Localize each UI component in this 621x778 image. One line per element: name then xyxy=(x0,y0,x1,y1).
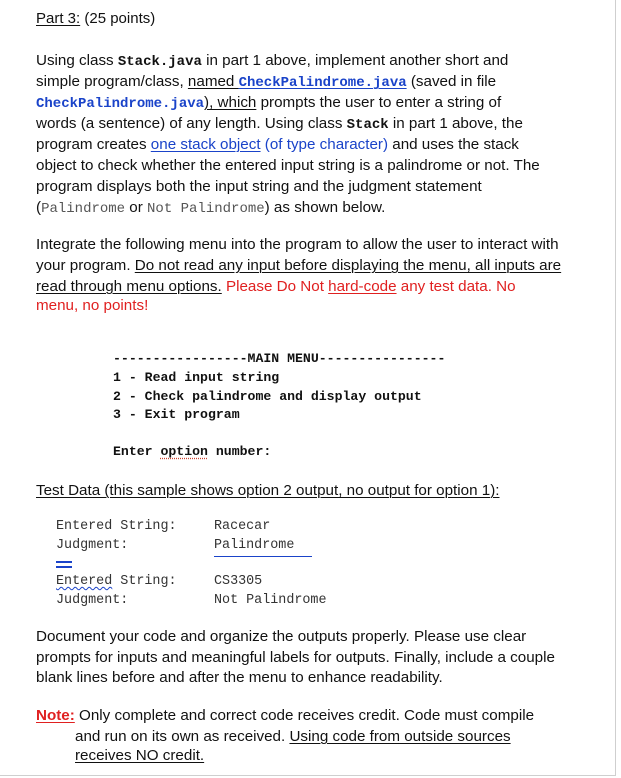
para2-line3 xyxy=(36,277,516,298)
note-label: Note: xyxy=(36,707,75,724)
text: in part 1 above, the xyxy=(388,115,523,132)
edit-marker xyxy=(56,561,72,563)
menu-option-2: 2 - Check palindrome and display output xyxy=(113,389,422,404)
text: words (a sentence) of any length. Using class xyxy=(36,115,347,132)
text: your program. xyxy=(36,257,135,274)
note-line3: receives NO credit. xyxy=(75,747,205,764)
para1-line1 xyxy=(36,51,508,73)
text: Entered xyxy=(56,574,113,589)
checkpalindrome-class-name: CheckPalindrome.java xyxy=(238,75,407,91)
palindrome-term: Palindrome xyxy=(41,201,126,217)
text: any test data. No xyxy=(396,278,516,295)
not-palindrome-term: Not Palindrome xyxy=(147,201,265,217)
text: hard-code xyxy=(328,278,397,295)
text: simple program/class, xyxy=(36,73,188,90)
sample1-value-entered: Racecar xyxy=(214,519,271,534)
part-label: Part 3: xyxy=(36,10,81,27)
sample1-label-judgment: Judgment: xyxy=(56,538,129,553)
text: and run on its own as received. xyxy=(75,728,290,745)
text: and uses the stack xyxy=(388,136,519,153)
text: (saved in file xyxy=(406,73,497,90)
para1-line3 xyxy=(36,93,501,115)
sample2-label-entered xyxy=(56,573,177,592)
text: or xyxy=(125,199,148,216)
checkpalindrome-file-name: CheckPalindrome.java xyxy=(36,96,205,112)
stack-class-name: Stack.java xyxy=(117,54,202,70)
text: Please Do Not xyxy=(221,278,329,295)
text: Do not read any input before displaying the menu, all inputs are xyxy=(134,257,562,274)
sample1-value-judgment: Palindrome xyxy=(214,537,312,557)
text: (of type character) xyxy=(260,136,389,153)
menu-prompt xyxy=(113,443,271,462)
note-line1 xyxy=(36,706,534,727)
para3-line1: Document your code and organize the outputs properly. Please use clear xyxy=(36,628,527,645)
sample2-value-judgment: Not Palindrome xyxy=(214,593,327,608)
text: option xyxy=(160,444,208,459)
para1-line5 xyxy=(36,135,519,156)
text: ( xyxy=(36,199,42,216)
para1-line6: object to check whether the entered input string is a palindrome or not. The xyxy=(36,157,540,174)
para2-line1: Integrate the following menu into the program to allow the user to interact with xyxy=(36,236,559,253)
text: Using class xyxy=(36,52,118,69)
text: prompts the user to enter a string of xyxy=(256,94,502,111)
stack-class-ref: Stack xyxy=(346,117,389,133)
text: ), which xyxy=(204,94,257,111)
text: program creates xyxy=(36,136,151,153)
text: ) as shown below. xyxy=(264,199,386,216)
part-heading xyxy=(36,10,155,27)
test-data-heading: Test Data (this sample shows option 2 output, no output for option 1): xyxy=(36,482,500,499)
note-line2 xyxy=(75,727,511,748)
text: Only complete and correct code receives credit. Code must compile xyxy=(74,707,535,724)
text: number: xyxy=(207,444,272,459)
para1-line2 xyxy=(36,72,496,94)
sample2-label-judgment: Judgment: xyxy=(56,593,129,608)
text: String: xyxy=(112,574,177,589)
sample1-label-entered: Entered String: xyxy=(56,519,177,534)
text: in part 1 above, implement another short and xyxy=(201,52,509,69)
para3-line3: blank lines before and after the menu to enhance readability. xyxy=(36,669,443,686)
text: Enter xyxy=(113,444,161,459)
para2-line4: menu, no points! xyxy=(36,297,149,314)
text: Using code from outside sources xyxy=(289,728,511,745)
menu-option-3: 3 - Exit program xyxy=(113,407,240,422)
text: named xyxy=(187,73,239,90)
edit-marker xyxy=(56,566,72,568)
para1-line7: program displays both the input string and the judgment statement xyxy=(36,178,482,195)
para1-line4 xyxy=(36,114,523,136)
para2-line2 xyxy=(36,256,561,277)
text: read through menu options. xyxy=(36,278,222,295)
para1-line8 xyxy=(36,198,385,220)
sample2-value-entered: CS3305 xyxy=(214,574,263,589)
menu-option-1: 1 - Read input string xyxy=(113,370,280,385)
menu-title-line: -----------------MAIN MENU---------------- xyxy=(113,351,446,366)
one-stack-object: one stack object xyxy=(150,136,261,153)
part-points: (25 points) xyxy=(84,10,156,27)
para3-line2: prompts for inputs and meaningful labels for outputs. Finally, include a couple xyxy=(36,649,555,666)
